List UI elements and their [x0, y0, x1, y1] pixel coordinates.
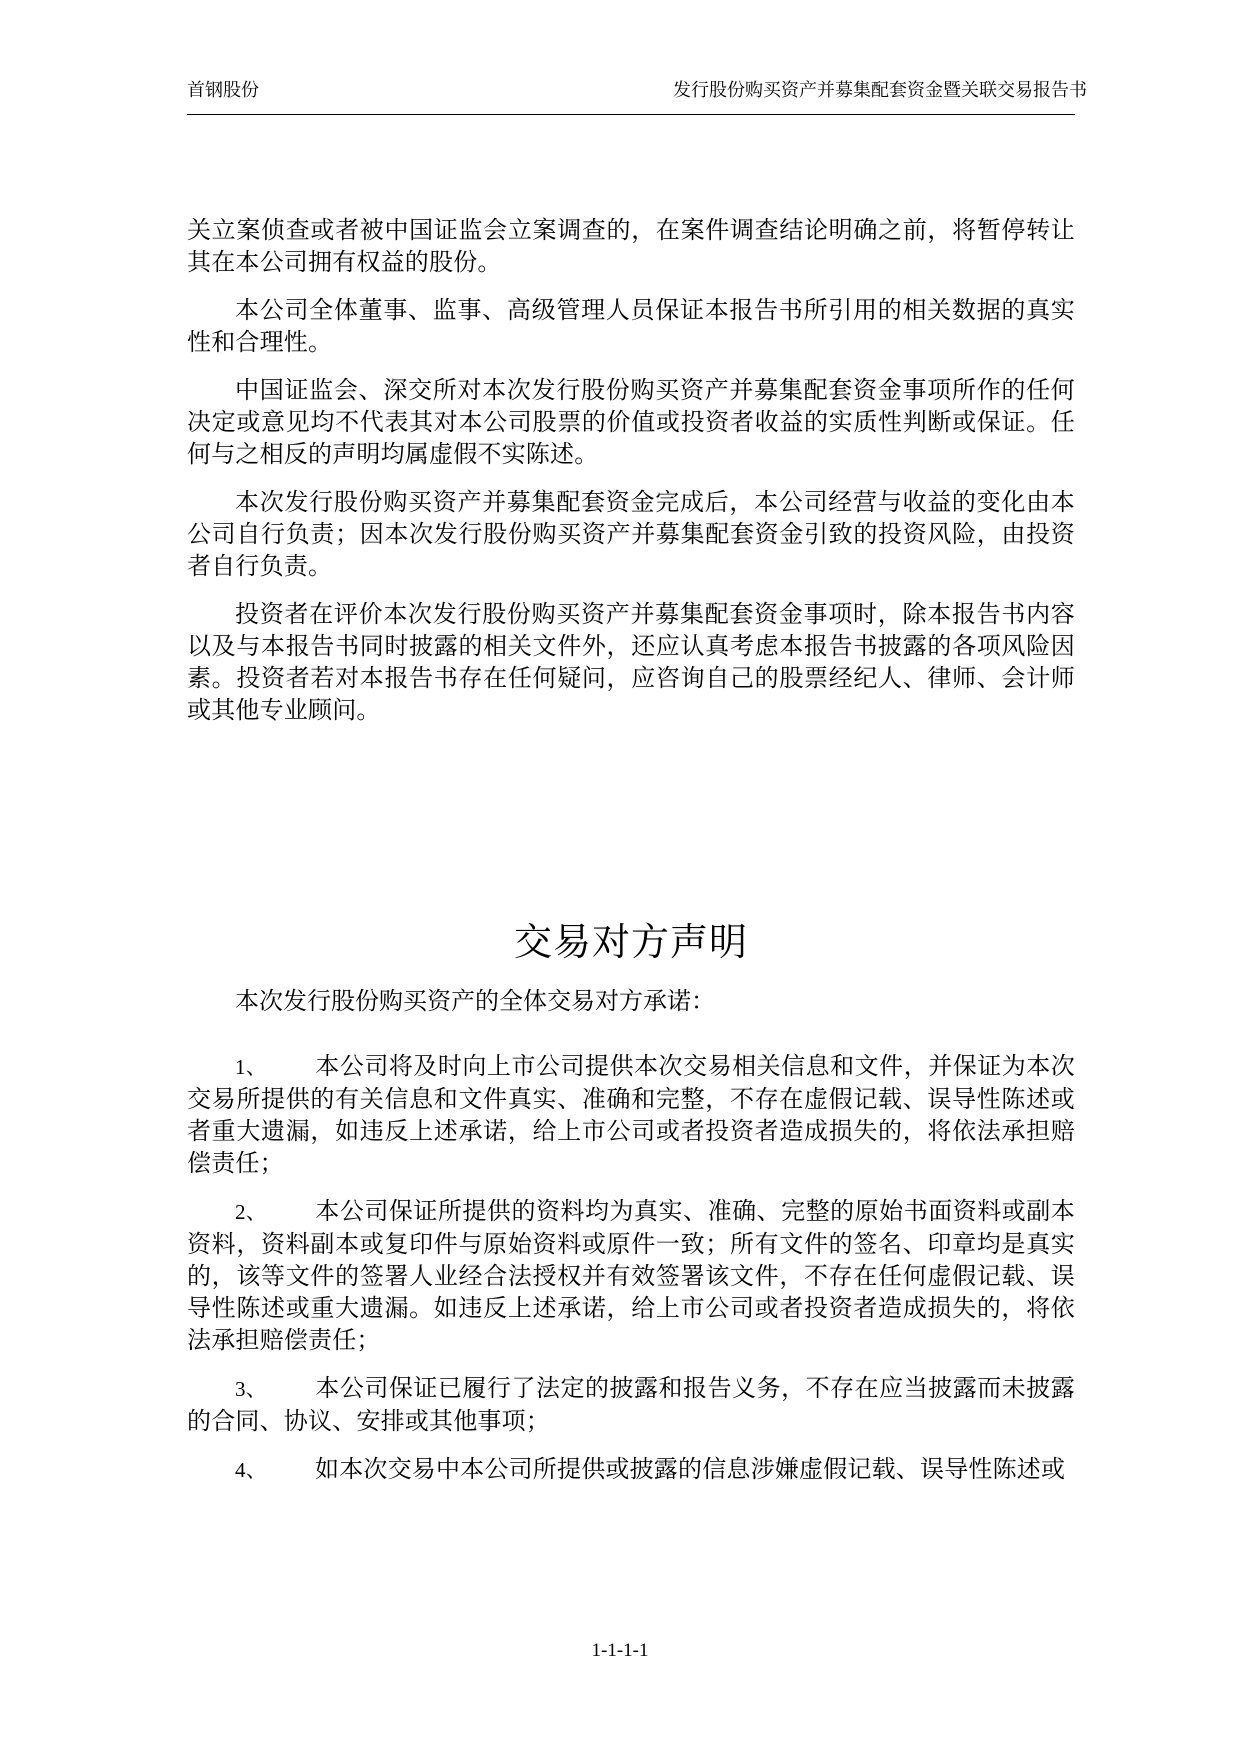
commitment-text: 本公司保证已履行了法定的披露和报告义务，不存在应当披露而未披露的合同、协议、安排或其他事项；: [187, 1374, 1075, 1435]
page-number: 1-1-1-1: [591, 1640, 649, 1661]
commitment-list: [187, 1050, 1075, 1502]
commitment-number: 3、: [235, 1377, 267, 1401]
statement-body: [187, 214, 1075, 742]
body-paragraph: 本公司全体董事、监事、高级管理人员保证本报告书所引用的相关数据的真实性和合理性。: [187, 296, 1075, 356]
body-paragraph: 中国证监会、深交所对本次发行股份购买资产并募集配套资金事项所作的任何决定或意见均不代表其对本公司股票的价值或投资者收益的实质性判断或保证。任何与之相反的声明均属虚假不实陈述。: [187, 376, 1075, 468]
header-company: 首钢股份: [187, 80, 259, 101]
commitment-number: 2、: [235, 1200, 267, 1224]
body-paragraph: 关立案侦查或者被中国证监会立案调查的，在案件调查结论明确之前，将暂停转让其在本公司拥有权益的股份。: [187, 216, 1075, 276]
commitment-item: [187, 1195, 1075, 1356]
commitment-item: [187, 1050, 1075, 1179]
body-paragraph: 本次发行股份购买资产并募集配套资金完成后，本公司经营与收益的变化由本公司自行负责；因本次发行股份购买资产并募集配套资金引致的投资风险，由投资者自行负责。: [187, 488, 1075, 580]
commitment-text: 本公司将及时向上市公司提供本次交易相关信息和文件，并保证为本次交易所提供的有关信息和文件真实、准确和完整，不存在虚假记载、误导性陈述或者重大遗漏，如违反上述承诺，给上市公司或者投资者造成损失的，将依法承担赔偿责任；: [187, 1052, 1075, 1177]
commitment-text: 如本次交易中本公司所提供或披露的信息涉嫌虚假记载、误导性陈述或: [315, 1455, 1066, 1483]
header-document-title: 发行股份购买资产并募集配套资金暨关联交易报告书: [673, 80, 1087, 101]
commitment-item: [187, 1372, 1075, 1437]
commitment-item: [187, 1453, 1075, 1486]
commitment-text: 本公司保证所提供的资料均为真实、准确、完整的原始书面资料或副本资料，资料副本或复印件与原始资料或原件一致；所有文件的签名、印章均是真实的，该等文件的签署人业经合法授权并有效签署该文件，不存在任何虚假记载、误导性陈述或重大遗漏。如违反上述承诺，给上市公司或者投资者造成损失的，将依法承担赔偿责任；: [187, 1197, 1075, 1354]
body-paragraph: 投资者在评价本次发行股份购买资产并募集配套资金事项时，除本报告书内容以及与本报告书同时披露的相关文件外，还应认真考虑本报告书披露的各项风险因素。投资者若对本报告书存在任何疑问，应咨询自己的股票经纪人、律师、会计师或其他专业顾问。: [187, 600, 1075, 724]
section-title: 交易对方声明: [513, 920, 748, 964]
page-header: [187, 74, 1087, 115]
commitment-number: 1、: [235, 1055, 267, 1079]
commitment-number: 4、: [235, 1458, 267, 1482]
section-intro: 本次发行股份购买资产的全体交易对方承诺：: [235, 987, 715, 1015]
